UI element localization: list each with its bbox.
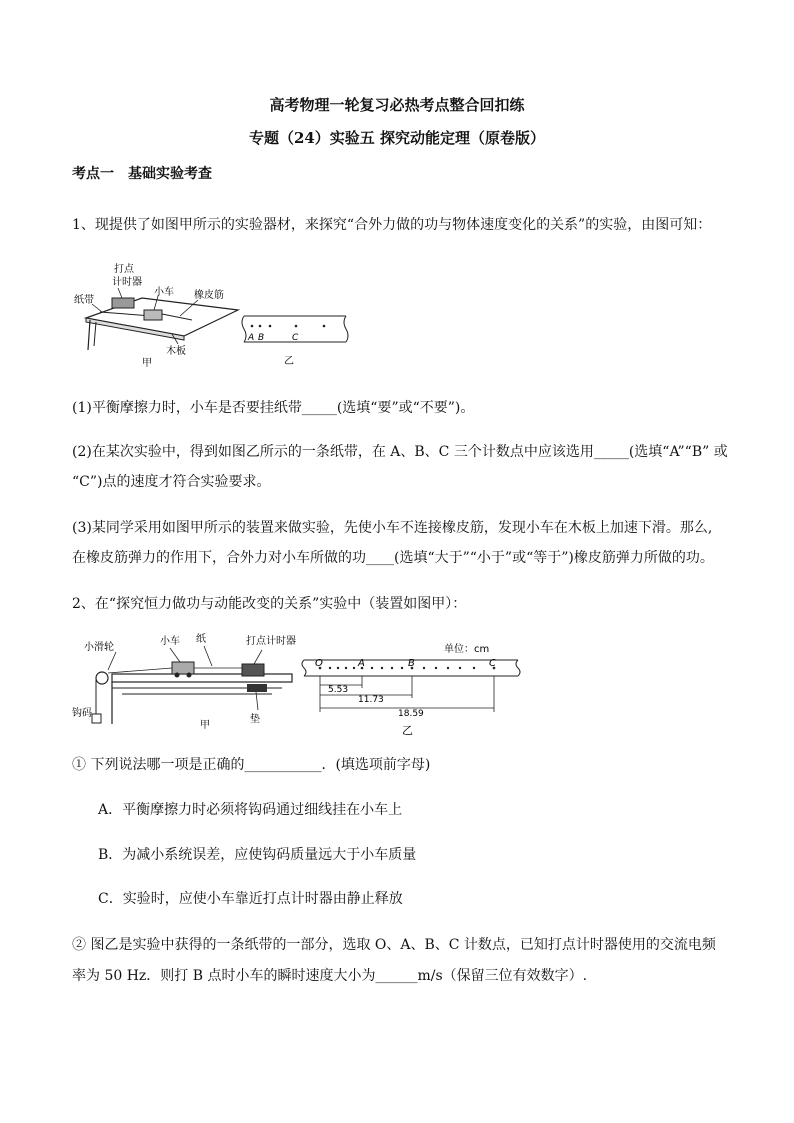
label-board: 木板 xyxy=(166,346,186,357)
label-timer: 打点计时器 xyxy=(246,636,296,647)
q1-part3-line1: (3)某同学采用如图甲所示的装置来做实验，先使小车不连接橡皮筋，发现小车在木板上加速下滑。那么, xyxy=(72,520,713,536)
label-fig-a: 甲 xyxy=(142,358,152,368)
label-weight: 钩码 xyxy=(72,708,92,719)
tape-point-c: C xyxy=(292,333,299,343)
label-timer-line1: 打点 xyxy=(114,264,134,275)
q2-figure xyxy=(72,628,532,740)
label-fig-a: 甲 xyxy=(200,720,210,731)
label-timer-line2: 计时器 xyxy=(112,277,142,288)
label-pad: 垫 xyxy=(250,714,260,725)
tape-point-b: B xyxy=(258,333,265,343)
label-cart: 小车 xyxy=(160,636,180,647)
label-fig-b: 乙 xyxy=(402,724,413,737)
q2-stem: 2、在“探究恒力做功与动能改变的关系”实验中（装置如图甲）： xyxy=(72,596,467,612)
q1-part1: (1)平衡摩擦力时，小车是否要挂纸带_____(选填“要”或“不要”)。 xyxy=(72,400,475,416)
q2-option-a: A．平衡摩擦力时必须将钩码通过细线挂在小车上 xyxy=(98,802,403,818)
q2-option-b: B．为减小系统误差，应使钩码质量远大于小车质量 xyxy=(98,847,417,863)
q1-figure xyxy=(72,258,362,368)
label-fig-b: 乙 xyxy=(284,356,294,367)
label-cart: 小车 xyxy=(154,287,174,298)
q1-part2-line1: (2)在某次实验中，得到如图乙所示的一条纸带，在 A、B、C 三个计数点中应该选用_____(选填“A”“B” 或 xyxy=(72,444,728,460)
tape-point-a: A xyxy=(358,658,365,669)
label-dist-oa: 5.53 xyxy=(328,685,349,695)
section-heading: 考点一 基础实验考查 xyxy=(72,166,212,182)
q1-part2-line2: “C”)点的速度才符合实验要求。 xyxy=(72,474,271,490)
q1-apparatus-diagram xyxy=(72,258,362,368)
q2-apparatus-diagram xyxy=(72,628,532,740)
tape-point-o: O xyxy=(315,658,323,669)
q2-sub2-line1: ② 图乙是实验中获得的一条纸带的一部分，选取 O、A、B、C 计数点，已知打点计时器使用的交流电频 xyxy=(72,937,716,953)
tape-point-a: A xyxy=(248,333,255,343)
label-paper: 纸 xyxy=(196,634,206,645)
label-dist-ob: 11.73 xyxy=(358,695,384,705)
label-tape: 纸带 xyxy=(74,295,94,306)
q2-option-c: C．实验时，应使小车靠近打点计时器由静止释放 xyxy=(98,891,403,907)
tape-point-b: B xyxy=(408,658,415,669)
label-pulley: 小滑轮 xyxy=(84,642,114,653)
tape-point-c: C xyxy=(489,658,496,669)
label-dist-oc: 18.59 xyxy=(398,709,424,719)
document-title: 高考物理一轮复习必热考点整合回扣练 xyxy=(269,96,525,114)
document-subtitle: 专题（24）实验五 探究动能定理（原卷版） xyxy=(248,129,546,147)
q1-part3-line2: 在橡皮筋弹力的作用下，合外力对小车所做的功____(选填“大于”“小于”或“等于”)橡皮筋弹力所做的功。 xyxy=(72,550,714,566)
label-unit: 单位：cm xyxy=(444,644,490,655)
q1-stem: 1、现提供了如图甲所示的实验器材，来探究“合外力做的功与物体速度变化的关系”的实验，由图可知： xyxy=(72,217,712,233)
q2-sub2-line2: 率为 50 Hz．则打 B 点时小车的瞬时速度大小为______m/s（保留三位有效数字）. xyxy=(72,968,588,984)
q2-sub1: ① 下列说法哪一项是正确的___________．(填选项前字母) xyxy=(72,757,431,773)
label-rubber-band: 橡皮筋 xyxy=(194,290,224,301)
